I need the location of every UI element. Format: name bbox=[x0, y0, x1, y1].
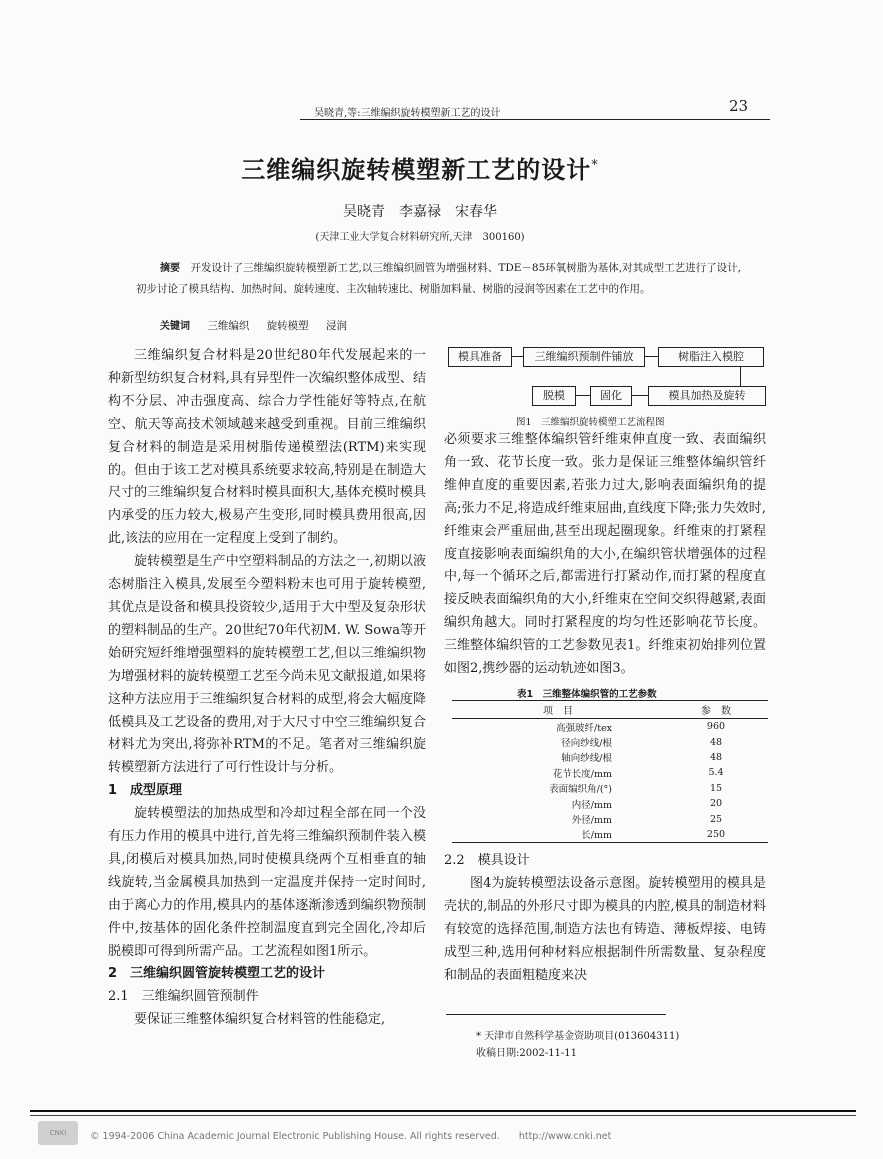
abstract-label: 摘要 bbox=[160, 263, 180, 274]
footnote-rule bbox=[446, 1014, 666, 1015]
left-column bbox=[108, 345, 426, 1032]
subsection-heading: 2.2 模具设计 bbox=[444, 853, 530, 868]
paragraph: 必须要求三维整体编织管纤维束伸直度一致、表面编织角一致、花节长度一致。张力是保证三维整体编织管纤维伸直度的重要因素,若张力过大,影响表面编织角的提高;张力不足,将造成纤维束屈曲,直线度下降;张力失效时,纤维束会严重屈曲,甚至出现起圈现象。纤维束的打紧程度直接影响表面编织角的大小,在编织管状增强体的过程中,每一个循环之后,都需进行打紧动作,而打紧的程度直接反映表面编织角的大小,纤维束在空间交织得越紧,表面编织角越大。同时打紧程度的均匀性还影响花节长度。三维整体编织管的工艺参数见表1。纤维束初始排列位置如图2,携纱器的运动轨迹如图3。 bbox=[444, 432, 766, 677]
flow-box: 三维编织预制件铺放 bbox=[523, 347, 645, 367]
table-1-caption: 表1 三维整体编织管的工艺参数 bbox=[517, 689, 657, 700]
table-row: 长/mm 250 bbox=[452, 827, 768, 843]
figure-1-caption: 图1 三维编织旋转模塑工艺流程图 bbox=[516, 417, 665, 428]
table-row: 高强玻纤/tex 960 bbox=[556, 721, 726, 734]
arrow bbox=[574, 395, 590, 396]
flow-box: 模具准备 bbox=[448, 347, 512, 367]
table-row: 内径/mm 20 bbox=[571, 798, 723, 811]
authors: 吴晓青 李嘉禄 宋春华 bbox=[343, 204, 497, 220]
page-number: 23 bbox=[729, 97, 749, 115]
table-row: 表面编织角/(°) 15 bbox=[549, 782, 723, 796]
paragraph: 旋转模塑是生产中空塑料制品的方法之一,初期以液态树脂注入模具,发展至今塑料粉末也可用于旋转模塑,其优点是设备和模具投资较少,适用于大中型及复杂形状的塑料制品的生产。20世纪70年代初M. W. Sowa等开始研究短纤维增强塑料的旋转模塑工艺,但以三维编织物为增强材料的旋转模塑工艺至今尚未见文献报道,如果将这种方法应用于三维编织复合材料的成型,将会大幅度降低模具及工艺设备的费用,对于大尺寸中空三维编织复合材料尤为突出,将弥补RTM的不足。笔者对三维编织旋转模塑新方法进行了可行性设计与分析。 bbox=[108, 554, 426, 776]
footnote-received: 收稿日期:2002-11-11 bbox=[476, 1048, 578, 1059]
section-heading: 2 三维编织圆管旋转模塑工艺的设计 bbox=[108, 966, 326, 982]
paragraph: 要保证三维整体编织复合材料管的性能稳定, bbox=[134, 1012, 386, 1028]
abstract-text: 开发设计了三维编织旋转模塑新工艺,以三维编织圆管为增强材料、TDE－85环氧树脂为基体,对其成型工艺进行了设计,初步讨论了模具结构、加热时间、旋转速度、主次轴转速比、树脂加料量、树脂的浸润等因素在工艺中的作用。 bbox=[136, 262, 741, 295]
flow-box: 树脂注入模腔 bbox=[658, 347, 764, 367]
keywords-label: 关键词 bbox=[160, 321, 190, 332]
footer-rule bbox=[30, 1110, 856, 1112]
table-header: 项 目 bbox=[452, 701, 664, 719]
cnki-logo-icon: CNKI bbox=[38, 1121, 78, 1145]
header-rule bbox=[300, 119, 770, 120]
table-row: 轴向纱线/根 48 bbox=[561, 751, 723, 765]
flow-box: 固化 bbox=[590, 386, 632, 406]
footnote-funding: * 天津市自然科学基金资助项目(013604311) bbox=[476, 1031, 680, 1042]
paragraph: 旋转模塑法的加热成型和冷却过程全部在同一个没有压力作用的模具中进行,首先将三维编织预制件装入模具,闭模后对模具加热,同时使模具绕两个互相垂直的轴线旋转,当金属模具加热到一定温度并保持一定时间时,由于离心力的作用,模具内的基体逐渐渗透到编织物预制件中,按基体的固化条件控制温度直到完全固化,冷却后脱模即可得到所需产品。工艺流程如图1所示。 bbox=[108, 806, 426, 959]
affiliation: (天津工业大学复合材料研究所,天津 300160) bbox=[315, 232, 525, 243]
keyword: 浸润 bbox=[326, 320, 348, 332]
copyright-notice: © 1994-2006 China Academic Journal Electronic Publishing House. All rights reserved. http://www.cnki.net bbox=[90, 1131, 612, 1142]
flow-box: 模具加热及旋转 bbox=[648, 386, 766, 406]
flow-box: 脱模 bbox=[532, 386, 576, 406]
running-head: 吴晓青,等:三维编织旋转模塑新工艺的设计 bbox=[314, 108, 501, 119]
footer-rule-thin bbox=[30, 1115, 856, 1116]
section-heading: 1 成型原理 bbox=[108, 783, 183, 799]
abstract bbox=[136, 258, 748, 299]
paragraph: 三维编织复合材料是20世纪80年代发展起来的一种新型纺织复合材料,具有异型件一次编织整体成型、结构不分层、冲击强度高、综合力学性能好等特点,在航空、航天等高技术领域越来越受到重视。目前三维编织复合材料的制造是采用树脂传递模塑法(RTM)来实现的。但由于该工艺对模具系统要求较高,特别是在制造大尺寸的三维编织复合材料时模具面积大,基体充模时模具内承受的压力较大,极易产生变形,同时模具费用很高,因此,该法的应用在一定程度上受到了制约。 bbox=[108, 348, 426, 547]
table-row: 花节长度/mm 5.4 bbox=[552, 767, 724, 780]
arrow bbox=[631, 395, 648, 396]
keyword: 三维编织 bbox=[207, 320, 250, 332]
paragraph: 图4为旋转模塑法设备示意图。旋转模塑用的模具是壳状的,制品的外形尺寸即为模具的内腔,模具的制造材料有较宽的选择范围,制造方法也有铸造、薄板焊接、电铸成型三种,选用何种材料应根据制件所需数量、复杂程度和制品的表面粗糙度来决 bbox=[444, 875, 766, 983]
subsection-heading: 2.1 三维编织圆管预制件 bbox=[108, 989, 259, 1005]
arrow bbox=[644, 356, 658, 357]
table-row: 外径/mm 25 bbox=[571, 813, 723, 827]
right-column bbox=[444, 429, 766, 681]
table-row: 径向纱线/根 48 bbox=[561, 736, 723, 750]
title-footnote-mark: * bbox=[591, 158, 599, 173]
right-column-lower bbox=[444, 850, 766, 987]
arrow bbox=[511, 356, 523, 357]
keyword: 旋转模塑 bbox=[266, 320, 309, 332]
table-header: 参 数 bbox=[664, 701, 768, 719]
keywords bbox=[160, 317, 347, 333]
paper-title: 三维编织旋转模塑新工艺的设计* bbox=[241, 156, 599, 184]
table-1 bbox=[452, 700, 768, 843]
figure-1-flowchart bbox=[440, 340, 770, 410]
